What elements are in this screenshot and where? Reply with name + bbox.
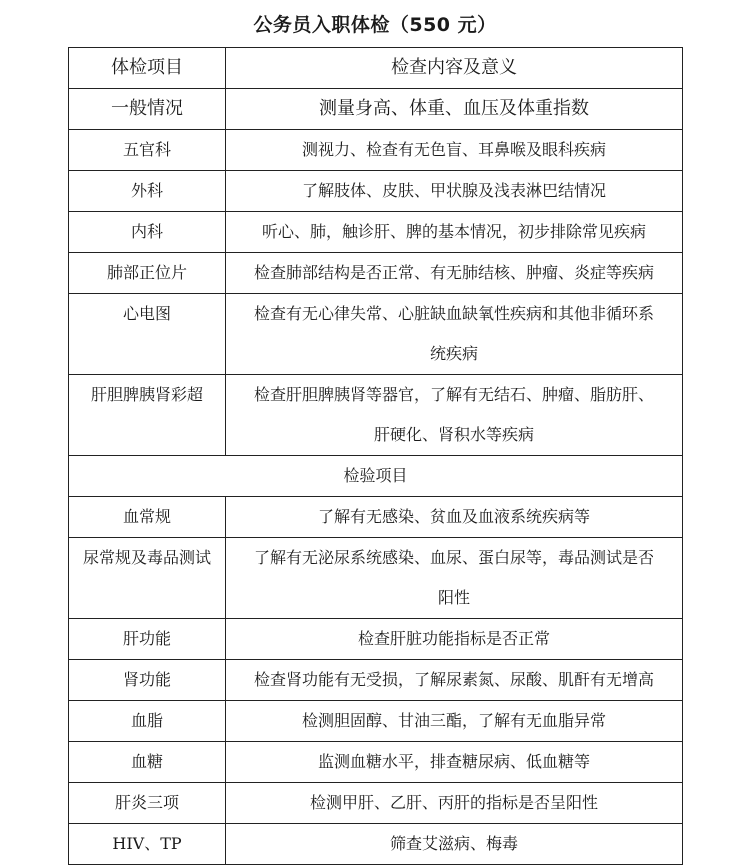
table-row: [69, 253, 683, 294]
item-cell: 心电图: [69, 294, 226, 375]
content-cell: 了解有无感染、贫血及血液系统疾病等: [226, 497, 683, 538]
item-cell: 外科: [69, 171, 226, 212]
content-cell: 检查肾功能有无受损，了解尿素氮、尿酸、肌酐有无增高: [226, 660, 683, 701]
content-line-2: 阳性: [437, 588, 470, 607]
exam-table: [68, 47, 683, 865]
table-row: [69, 212, 683, 253]
content-cell: 听心、肺，触诊肝、脾的基本情况，初步排除常见疾病: [226, 212, 683, 253]
table-row: [69, 701, 683, 742]
table-row: [69, 294, 683, 375]
item-cell: 血常规: [69, 497, 226, 538]
item-cell: HIV、TP: [69, 824, 226, 865]
item-cell: 肝胆脾胰肾彩超: [69, 375, 226, 456]
content-cell: 测量身高、体重、血压及体重指数: [226, 89, 683, 130]
table-header-row: [69, 48, 683, 89]
content-cell: [226, 538, 683, 619]
section-row: [69, 456, 683, 497]
item-cell: 肝炎三项: [69, 783, 226, 824]
table-row: [69, 783, 683, 824]
table-row: [69, 742, 683, 783]
table-row: [69, 171, 683, 212]
item-cell: 一般情况: [69, 89, 226, 130]
content-cell: [226, 375, 683, 456]
item-cell: 血糖: [69, 742, 226, 783]
document-title: 公务员入职体检（550 元）: [253, 14, 497, 36]
header-item-cell: 体检项目: [69, 48, 226, 89]
header-content-cell: 检查内容及意义: [226, 48, 683, 89]
content-cell: [226, 294, 683, 375]
content-cell: 检查肝脏功能指标是否正常: [226, 619, 683, 660]
table-row: [69, 660, 683, 701]
table-row: [69, 497, 683, 538]
table-row: [69, 375, 683, 456]
content-cell: 监测血糖水平，排查糖尿病、低血糖等: [226, 742, 683, 783]
content-cell: 检测胆固醇、甘油三酯，了解有无血脂异常: [226, 701, 683, 742]
content-line-2: 肝硬化、肾积水等疾病: [373, 425, 534, 444]
item-cell: 内科: [69, 212, 226, 253]
table-row: [69, 619, 683, 660]
item-cell: 尿常规及毒品测试: [69, 538, 226, 619]
content-line-1: 检查肝胆脾胰肾等器官，了解有无结石、肿瘤、脂肪肝、: [253, 385, 654, 404]
item-cell: 肾功能: [69, 660, 226, 701]
item-cell: 肺部正位片: [69, 253, 226, 294]
content-line-1: 检查有无心律失常、心脏缺血缺氧性疾病和其他非循环系: [253, 304, 654, 323]
item-cell: 五官科: [69, 130, 226, 171]
item-cell: 血脂: [69, 701, 226, 742]
table-row: [69, 824, 683, 865]
content-cell: 检查肺部结构是否正常、有无肺结核、肿瘤、炎症等疾病: [226, 253, 683, 294]
section-label: 检验项目: [69, 456, 683, 497]
table-row: [69, 130, 683, 171]
content-line-1: 了解有无泌尿系统感染、血尿、蛋白尿等，毒品测试是否: [253, 548, 654, 567]
item-cell: 肝功能: [69, 619, 226, 660]
table-row: [69, 89, 683, 130]
content-cell: 筛查艾滋病、梅毒: [226, 824, 683, 865]
content-cell: 了解肢体、皮肤、甲状腺及浅表淋巴结情况: [226, 171, 683, 212]
content-cell: 测视力、检查有无色盲、耳鼻喉及眼科疾病: [226, 130, 683, 171]
content-line-2: 统疾病: [429, 344, 478, 363]
content-cell: 检测甲肝、乙肝、丙肝的指标是否呈阳性: [226, 783, 683, 824]
table-row: [69, 538, 683, 619]
